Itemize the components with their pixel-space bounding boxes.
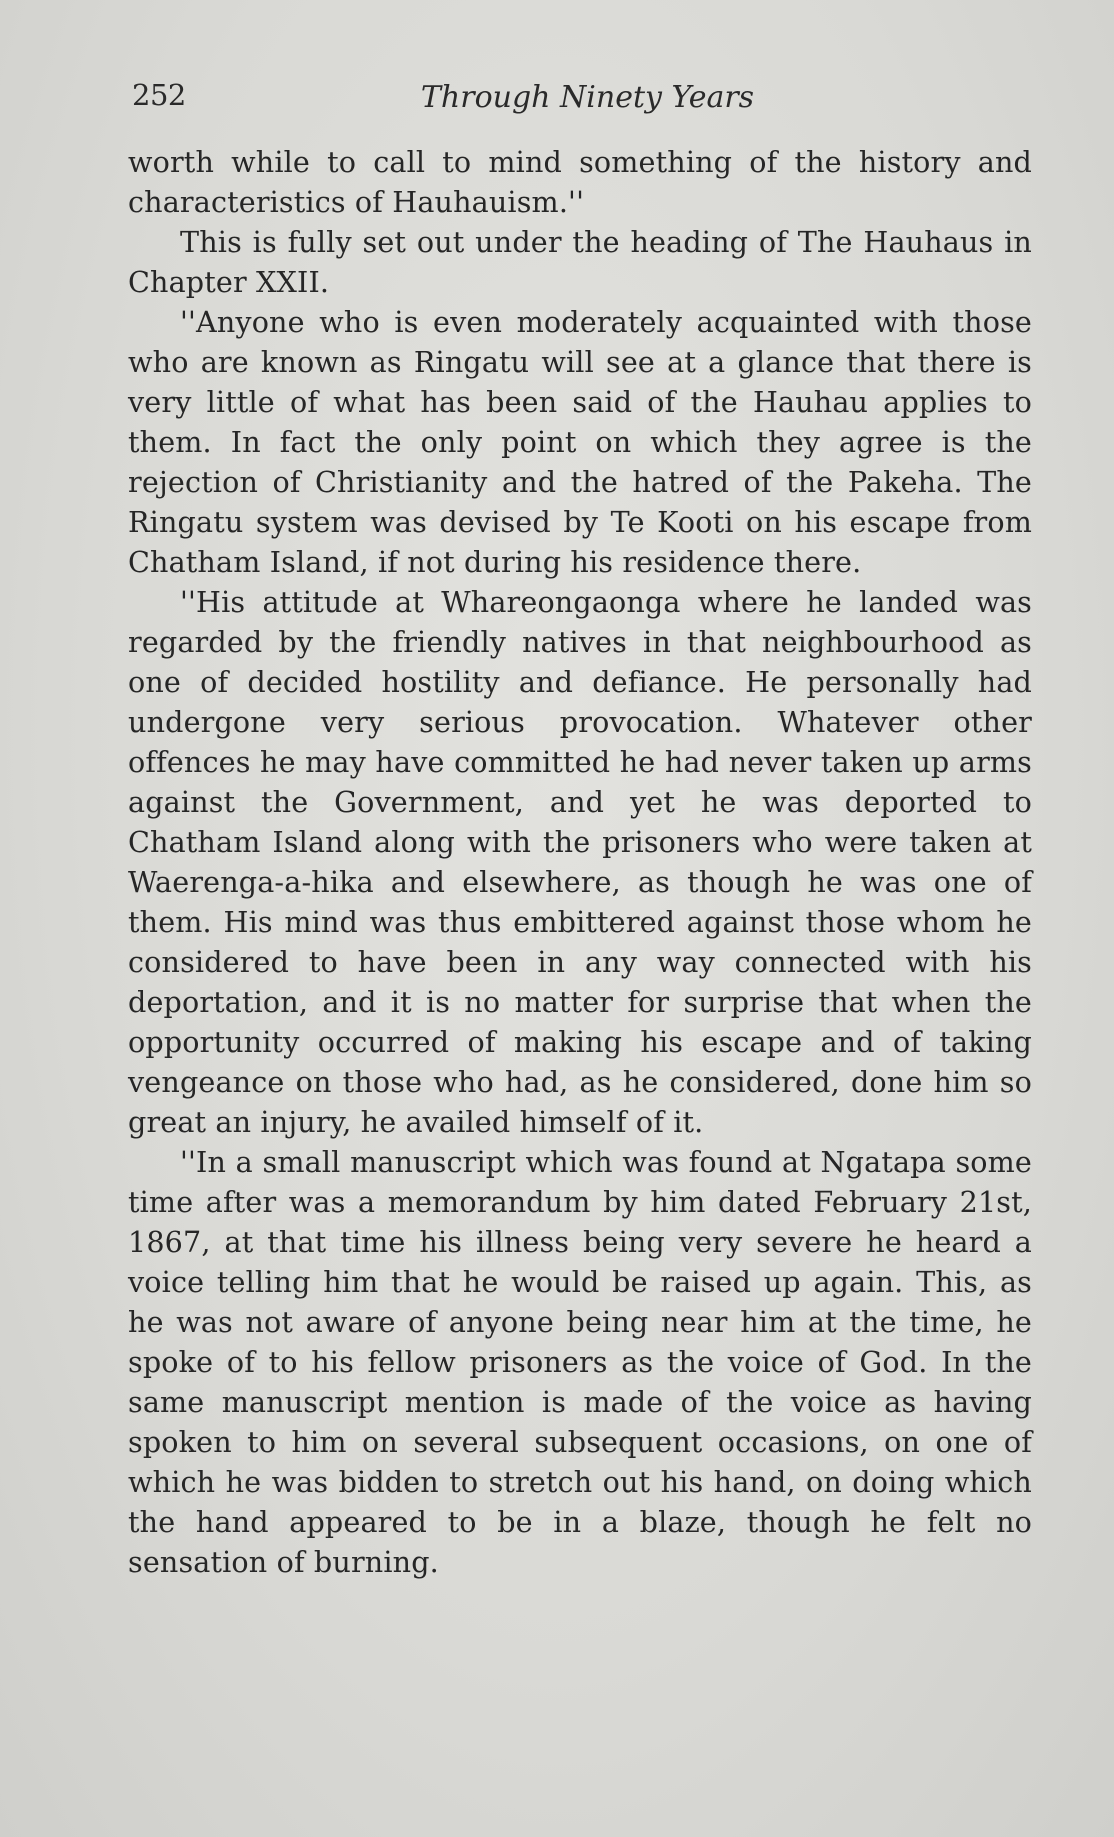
paragraph: ''Anyone who is even moderately acquainted with those who are known as Ringatu will see at a glance that there is very little of what has been said of the Hauhau applies to them. In fact the only point on which they agree is the rejection of Christianity and the hatred of the Pakeha. The Ringatu system was devised by Te Kooti on his escape from Chatham Island, if not during his residence there. [128, 305, 1032, 579]
paragraph: ''His attitude at Whareongaonga where he landed was regarded by the friendly natives in that neighbourhood as one of decided hostility and defiance. He personally had undergone very serious provocation. Whatever other offences he may have committed he had never taken up arms against the Government, and yet he was deported to Chatham Island along with the prisoners who were taken at Waerenga-a-hika and elsewhere, as though he was one of them. His mind was thus embittered against those whom he considered to have been in any way connected with his deportation, and it is no matter for surprise that when the opportunity occurred of making his escape and of taking vengeance on those who had, as he considered, done him so great an injury, he availed himself of it. [128, 585, 1032, 1139]
paragraph: This is fully set out under the heading of The Hauhaus in Chapter XXII. [128, 225, 1032, 299]
page-number: 252 [132, 78, 186, 112]
paragraph-continuation: worth while to call to mind something of the history and characteristics of Hauhauism.'' [128, 145, 1032, 219]
running-title: Through Ninety Years [420, 80, 755, 115]
running-head [130, 78, 1005, 122]
paragraph: ''In a small manuscript which was found at Ngatapa some time after was a memorandum by him dated February 21st, 1867, at that time his illness being very severe he heard a voice telling him that he would be raised up again. This, as he was not aware of anyone being near him at the time, he spoke of to his fellow prisoners as the voice of God. In the same manuscript mention is made of the voice as having spoken to him on several subsequent occasions, on one of which he was bidden to stretch out his hand, on doing which the hand appeared to be in a blaze, though he felt no sensation of burning. [128, 1145, 1032, 1579]
body-text [128, 142, 1032, 1582]
